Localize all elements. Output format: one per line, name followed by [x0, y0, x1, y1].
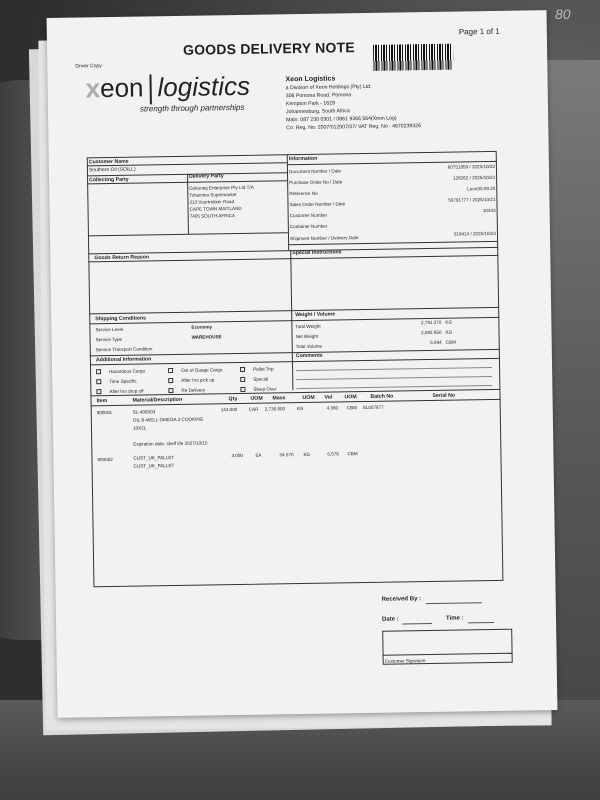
logo-eon: eon — [99, 72, 144, 104]
info-value: 128262 / 2025/10/23 — [452, 174, 496, 181]
shipping-label: Service Transport Condition — [95, 346, 153, 353]
row-vol-uom: CBM — [346, 405, 357, 411]
row-desc: Expiration date, shelf life 2027/10/15 — [133, 440, 208, 447]
checkbox — [240, 367, 245, 372]
weight-value: 2,692.650 — [421, 329, 442, 336]
row-desc: OIL B-WELL OMEGA 3 COOKING — [132, 416, 204, 423]
shipping-value: WAREHOUSE — [191, 334, 222, 340]
row-desc: CUST_UK_PALLET — [133, 463, 175, 469]
additional-item — [168, 367, 222, 373]
logo-brand: logistics — [157, 70, 251, 103]
logo-tagline: strength through partnerships — [139, 102, 245, 114]
info-value: 50791777 / 2025/10/21 — [448, 196, 496, 203]
row-desc: CUST_UK_PALLET — [133, 455, 175, 461]
col-header-mass: Mass — [272, 395, 286, 402]
checkbox — [96, 389, 101, 394]
info-label: Customer Number — [289, 212, 328, 219]
weight-label: Total Weight — [295, 323, 321, 330]
info-label: Container Number — [289, 223, 328, 230]
checkbox — [168, 378, 173, 383]
additional-item — [240, 366, 274, 372]
checkbox-label: After hrs pick up — [181, 377, 215, 383]
delivery-line: 213 Voortrekker Road — [189, 199, 235, 205]
weight-volume-label: Weight / Volume — [295, 311, 336, 319]
shipping-label: Service Level — [95, 326, 124, 333]
additional-item — [168, 388, 205, 394]
received-by-label: Received By : — [381, 596, 422, 603]
row-desc: 10X2L — [132, 425, 147, 431]
col-header-qty: Qty — [228, 396, 238, 403]
info-label: Shipment Number / Delivery Date — [289, 235, 359, 242]
row-uom: CAR — [248, 406, 259, 412]
checkbox — [240, 387, 245, 392]
additional-info-label: Additional Information — [95, 356, 152, 364]
checkbox — [240, 377, 245, 382]
weight-value: 5.694 — [430, 339, 442, 345]
checkbox — [168, 388, 173, 393]
row-desc: SL-406003 — [132, 409, 156, 415]
company-address — [285, 74, 421, 132]
additional-item — [240, 377, 268, 383]
company-line: Kempton Park - 1629 — [285, 100, 335, 108]
delivery-line: Gokontaj Enterprise Pty Ltd T/A — [189, 184, 254, 191]
delivery-line: 7405 SOUTH AFRICA — [189, 213, 236, 219]
info-label: Document Number / Date — [288, 168, 342, 175]
shipping-label: Service Type — [95, 336, 123, 343]
company-line: 306 Pomona Road, Pomona — [285, 92, 352, 100]
logo-divider — [149, 74, 151, 104]
col-header-uom: UOM — [250, 395, 263, 402]
weight-label: Net Weight — [295, 333, 319, 340]
date-label: Date : — [381, 616, 399, 623]
row-mass-uom: KG — [303, 451, 311, 457]
delivery-party-label: Delivery Party — [188, 173, 224, 180]
checkbox — [96, 379, 101, 384]
row-qty: 144.000 — [220, 407, 238, 413]
row-batch: SL007677 — [362, 404, 384, 411]
info-value: 80751959 / 2025/10/22 — [447, 163, 495, 170]
additional-item — [240, 386, 276, 392]
checkbox-label: Time Specific — [109, 378, 137, 385]
row-item: 900001 — [96, 409, 113, 416]
checkbox-label: After hrs drop off — [109, 388, 144, 395]
company-logo — [85, 71, 250, 106]
dashboard-readout: 80 — [555, 6, 571, 22]
delivery-line: Tshamina Supermarket — [189, 192, 237, 198]
row-vol: 4.380 — [326, 405, 339, 411]
row-mass: 2,736.800 — [264, 406, 286, 412]
col-header-item: Item — [96, 398, 108, 405]
additional-item — [96, 368, 145, 374]
col-header-mass-uom: UOM — [302, 394, 315, 401]
info-label: Reference No — [289, 190, 318, 197]
barcode-image — [373, 44, 453, 71]
checkbox-label: Hazardous Cargo — [109, 368, 146, 375]
col-header-serial: Serial No — [432, 392, 456, 399]
delivery-note-paper — [47, 10, 558, 718]
checkbox-label: Sleep Over — [253, 386, 277, 392]
info-value: 519414 / 2025/10/23 — [453, 230, 497, 237]
info-label: Purchase Order No / Date — [289, 179, 343, 186]
additional-item — [168, 377, 214, 383]
customer-name-label: Customer Name — [88, 158, 129, 166]
checkbox-label: Out of Guage Cargo — [181, 367, 223, 373]
weight-label: Total Volume — [295, 343, 323, 350]
weight-unit: KG — [445, 319, 453, 325]
delivery-line: CAPE TOWN MAITLAND — [189, 205, 242, 212]
time-label: Time : — [445, 615, 464, 622]
information-label: Information — [288, 155, 318, 163]
col-header-description: Material/Description — [132, 396, 183, 404]
document-title: GOODS DELIVERY NOTE — [182, 39, 355, 58]
copy-label: Driver Copy — [75, 63, 102, 70]
date-line[interactable] — [402, 623, 432, 624]
company-name: Xeon Logistics — [285, 75, 336, 84]
checkbox — [96, 369, 101, 374]
weight-value: 2,791.370 — [420, 319, 442, 326]
info-label: Sales Order Number / Date — [289, 201, 346, 208]
col-header-vol-uom: UOM — [344, 394, 357, 401]
info-value: Leon30.09.20 — [467, 185, 496, 192]
company-line: Johannesburg, South Africa — [285, 108, 350, 116]
weight-unit: KG — [445, 329, 453, 335]
additional-item — [96, 379, 136, 385]
checkbox-label: Special — [253, 376, 269, 382]
weight-unit: CBM — [445, 339, 456, 345]
checkbox — [168, 368, 173, 373]
row-mass-uom: KG — [296, 405, 304, 412]
logo-x: x — [85, 73, 101, 104]
received-by-line[interactable] — [426, 602, 482, 604]
customer-name-value: Southern Oil (SOILL) — [88, 166, 136, 174]
row-mass: 54.570 — [279, 452, 294, 458]
col-header-batch: Batch No — [370, 393, 394, 400]
goods-return-label: Goods Return Reason — [94, 254, 150, 262]
time-line[interactable] — [468, 622, 494, 623]
info-value: 10443 — [482, 207, 496, 214]
company-line: Co. Reg. No: 2007/012007/07/ VAT Reg. No : 4670239326 — [286, 123, 422, 132]
checkbox-label: Pallet Trip — [253, 366, 274, 372]
row-vol: 0.576 — [327, 451, 339, 457]
company-line: a Division of Xeon Holdings (Pty) Ltd. — [285, 83, 372, 92]
shipping-value: Economy — [191, 324, 213, 330]
col-header-vol: Vol — [324, 394, 333, 401]
shipping-conditions-label: Shipping Conditions — [95, 315, 147, 323]
customer-signature-label: Customer Signature — [384, 658, 426, 664]
row-uom: EA — [255, 452, 262, 458]
company-line: Main: 087 230 0301 / 0861 9366 564(Xeon Log) — [286, 115, 397, 124]
comments-label: Comments — [295, 352, 323, 360]
row-item: 900002 — [97, 456, 113, 463]
row-vol-uom: CBM — [347, 451, 358, 457]
collecting-party-label: Collecting Party — [89, 176, 129, 184]
checkbox-label: Re Delivery — [181, 387, 206, 393]
row-qty: 3.000 — [231, 452, 243, 459]
page-number: Page 1 of 1 — [458, 26, 500, 37]
special-instructions-label: Special Instructions — [292, 249, 342, 257]
